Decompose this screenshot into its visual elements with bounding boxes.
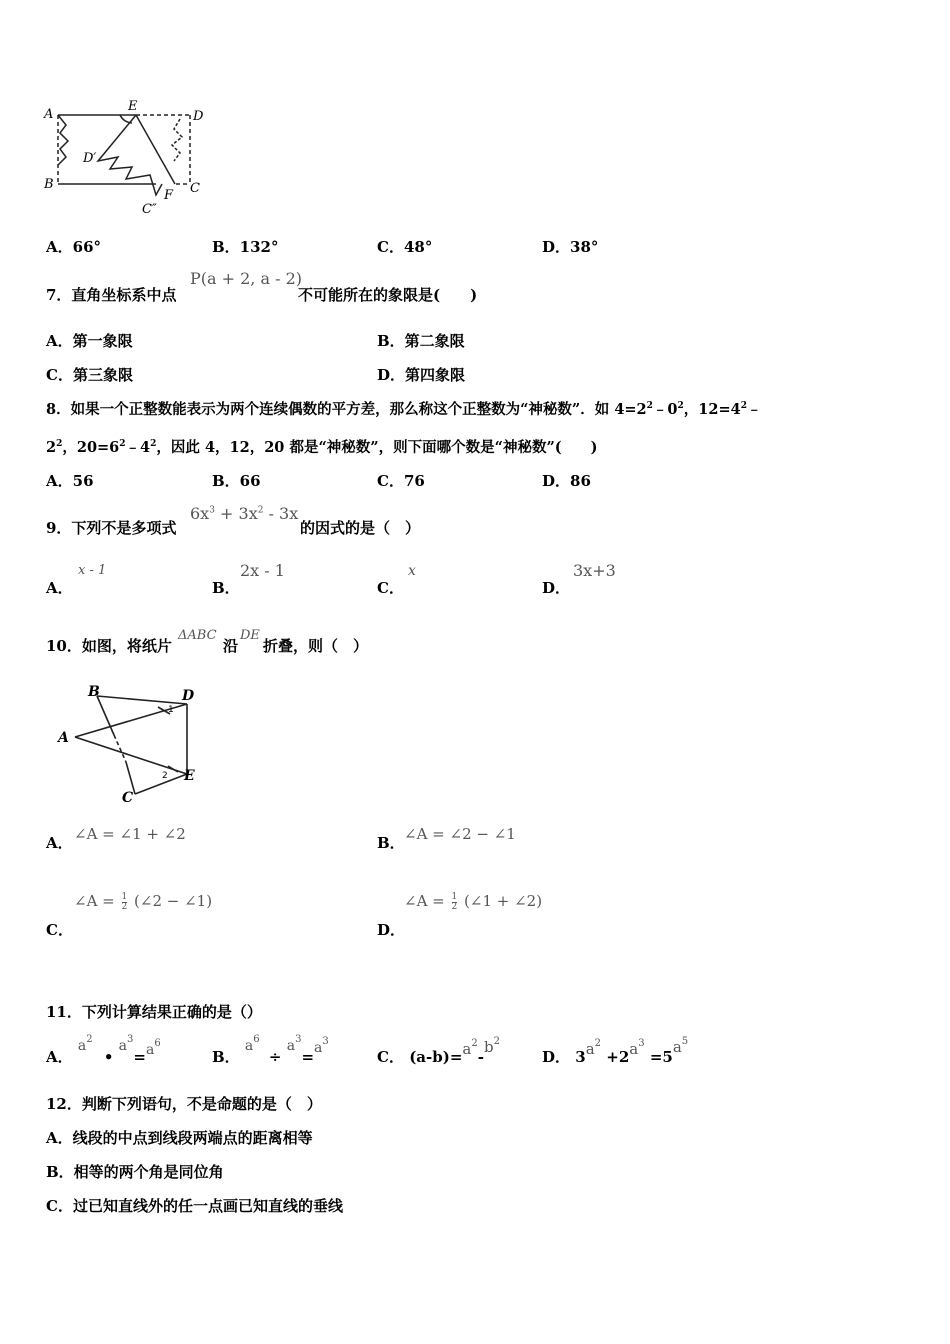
- q10-option-c-label[interactable]: C．: [46, 921, 73, 939]
- q9-option-b-label[interactable]: B．: [212, 579, 240, 597]
- fig1-label-f: F: [164, 188, 174, 203]
- q12-option-a[interactable]: A．线段的中点到线段两端点的距离相等: [46, 1129, 313, 1147]
- q6-option-d[interactable]: D．38°: [542, 238, 599, 256]
- q12-option-b[interactable]: B．相等的两个角是同位角: [46, 1163, 224, 1181]
- q6-option-a[interactable]: A．66°: [46, 238, 102, 256]
- q7-option-a[interactable]: A．第一象限: [46, 332, 133, 350]
- q10-triangle-symbol: ΔABC: [178, 628, 217, 643]
- q9-option-c-label[interactable]: C．: [377, 579, 404, 597]
- fig2-label-b: B: [88, 684, 100, 700]
- q8-stem-line2: $2^2$，$20=6^2﹣4^2$，因此 4，12，20 都是“神秘数”，则下面哪个数是“神秘数”( ): [46, 439, 598, 456]
- q7-option-b[interactable]: B．第二象限: [377, 332, 465, 350]
- q10-suffix: 折叠，则（ ）: [263, 637, 369, 655]
- q10-segment-symbol: DE: [240, 628, 260, 643]
- q7-suffix: 不可能所在的象限是( ): [298, 286, 478, 304]
- q11-stem: 11．下列计算结果正确的是（）: [46, 1003, 262, 1021]
- fold-triangle-figure: [50, 682, 210, 807]
- q8-option-d[interactable]: D．86: [542, 472, 591, 490]
- fig2-angle-2: 2: [162, 771, 168, 781]
- q9-option-d-expr: 3x+3: [573, 561, 616, 580]
- q10-prefix: 10．如图，将纸片: [46, 637, 172, 655]
- q11-option-c[interactable]: C． $(a-b)=a^2-b^2$: [377, 1036, 500, 1066]
- q9-prefix: 9．下列不是多项式: [46, 519, 177, 537]
- q10-mid: 沿: [223, 637, 239, 655]
- fig1-label-a: A: [44, 107, 54, 122]
- q10-option-b-expr: ∠A = ∠2 − ∠1: [404, 825, 516, 843]
- q7-option-d[interactable]: D．第四象限: [377, 366, 466, 384]
- q11-option-b[interactable]: B． $a^6 \div a^3=a^3$: [212, 1034, 329, 1066]
- fold-rectangle-figure: [40, 95, 220, 220]
- q10-option-c-expr: ∠A = $\frac{1}{2}$ (∠2 − ∠1): [74, 891, 213, 912]
- q12-option-c[interactable]: C．过已知直线外的任一点画已知直线的垂线: [46, 1197, 343, 1215]
- q9-option-b-expr: 2x - 1: [240, 561, 285, 580]
- q11-option-a[interactable]: A． $a^2$ • $a^3=a^6$: [46, 1034, 161, 1066]
- q8-option-b[interactable]: B．66: [212, 472, 261, 490]
- fig1-label-e: E: [128, 99, 138, 114]
- q10-option-b-label[interactable]: B．: [377, 834, 405, 852]
- q9-option-d-label[interactable]: D．: [542, 579, 571, 597]
- fig1-label-c-double-prime: C″: [142, 202, 157, 217]
- q7-point-formula: P(a + 2, a - 2): [190, 269, 303, 288]
- q8-option-c[interactable]: C．76: [377, 472, 425, 490]
- q9-option-a-label[interactable]: A．: [46, 579, 73, 597]
- q12-stem: 12．判断下列语句，不是命题的是（ ）: [46, 1095, 322, 1113]
- q10-option-a-expr: ∠A = ∠1 + ∠2: [74, 825, 186, 843]
- fig1-label-d: D: [193, 109, 204, 124]
- fig2-label-a: A: [58, 730, 69, 746]
- q10-option-d-expr: ∠A = $\frac{1}{2}$ (∠1 + ∠2): [404, 891, 543, 912]
- q10-option-a-label[interactable]: A．: [46, 834, 73, 852]
- q7-prefix: 7．直角坐标系中点: [46, 286, 177, 304]
- fig1-label-c: C: [190, 181, 200, 196]
- fig1-label-b: B: [44, 177, 54, 192]
- q8-stem-line1: 8．如果一个正整数能表示为两个连续偶数的平方差，那么称这个正整数为“神秘数”．如 $4=2^2﹣0^2$，$12=4^2﹣$: [46, 401, 762, 418]
- q8-option-a[interactable]: A．56: [46, 472, 94, 490]
- q10-option-d-label[interactable]: D．: [377, 921, 406, 939]
- fig1-label-d-prime: D′: [83, 151, 97, 166]
- fig2-label-c: C: [122, 790, 134, 806]
- q9-option-c-expr: x: [408, 563, 416, 579]
- fig2-label-e: E: [184, 768, 195, 784]
- fig2-angle-1: 1: [168, 705, 174, 715]
- q7-option-c[interactable]: C．第三象限: [46, 366, 133, 384]
- q9-suffix: 的因式的是（ ）: [300, 519, 421, 537]
- fig2-label-d: D: [182, 688, 195, 704]
- q11-option-d[interactable]: D． $3a^2 +2a^3 =5a^5$: [542, 1036, 689, 1066]
- q9-option-a-expr: x - 1: [78, 563, 107, 578]
- q9-polynomial: $6x^3 + 3x^2 - 3x$: [190, 504, 299, 523]
- q6-option-b[interactable]: B．132°: [212, 238, 279, 256]
- q6-option-c[interactable]: C．48°: [377, 238, 433, 256]
